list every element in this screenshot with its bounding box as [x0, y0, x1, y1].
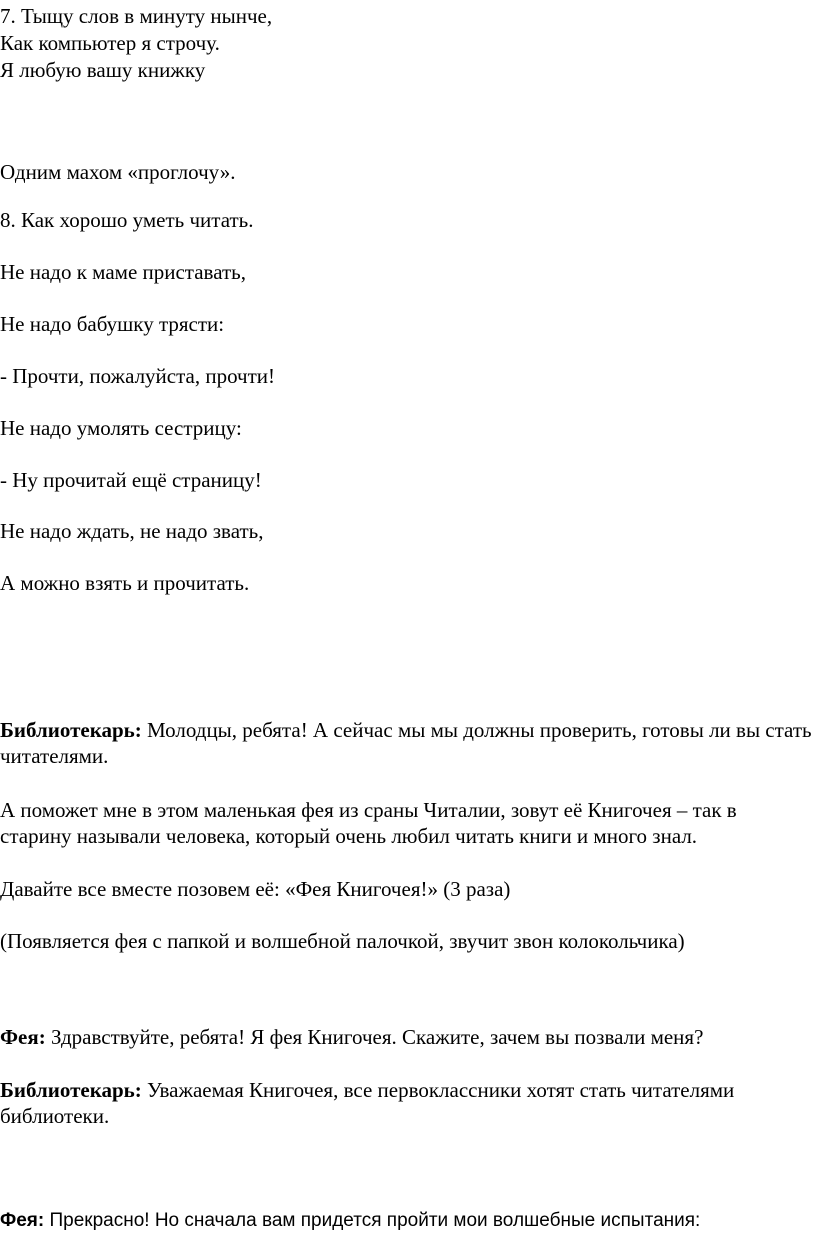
- dialogue-text: Прекрасно! Но сначала вам придется пройти мои волшебные испытания:: [44, 1210, 701, 1231]
- poem-line: 8. Как хорошо уметь читать.: [0, 208, 254, 232]
- poem-line: - Ну прочитай ещё страницу!: [0, 468, 262, 492]
- dialogue-text: Уважаемая Книгочея, все первоклассники хотят стать читателями библиотеки.: [0, 1078, 735, 1128]
- speaker-label: Фея:: [0, 1025, 46, 1049]
- stage-direction: [0, 928, 812, 954]
- dialogue-paragraph: [0, 797, 812, 849]
- dialogue-text: Давайте все вместе позовем её: «Фея Книгочея!» (3 раза): [0, 877, 511, 901]
- poem-line: Не надо умолять сестрицу:: [0, 416, 242, 440]
- poem-line: Я любую вашу книжку: [0, 58, 206, 82]
- poem-line: - Прочти, пожалуйста, прочти!: [0, 364, 276, 388]
- dialogue-text: (Появляется фея с папкой и волшебной палочкой, звучит звон колокольчика): [0, 929, 685, 953]
- poem-line: Не надо к маме приставать,: [0, 260, 246, 284]
- dialogue-paragraph: [0, 876, 812, 902]
- speaker-label: Фея:: [0, 1210, 45, 1231]
- poem-line: А можно взять и прочитать.: [0, 571, 250, 595]
- dialogue-paragraph: [0, 1077, 812, 1129]
- dialogue-text: Здравствуйте, ребята! Я фея Книгочея. Скажите, зачем вы позвали меня?: [45, 1025, 704, 1049]
- poem-line: Одним махом «проглочу».: [0, 160, 236, 184]
- dialogue-paragraph: [0, 1024, 812, 1050]
- dialogue-paragraph: [0, 717, 812, 769]
- speaker-label: Библиотекарь:: [0, 1078, 142, 1102]
- poem-line: 7. Тыщу слов в минуту нынче,: [0, 4, 273, 28]
- dialogue-text: Молодцы, ребята! А сейчас мы мы должны проверить, готовы ли вы стать читателями.: [0, 718, 812, 768]
- dialogue-text: А поможет мне в этом маленькая фея из сраны Читалии, зовут её Книгочея – так в старину называли человека, который очень любил читать книги и много знал.: [0, 798, 737, 848]
- poem-line: Не надо ждать, не надо звать,: [0, 519, 264, 543]
- dialogue-paragraph: [0, 1208, 812, 1234]
- poem-line: Как компьютер я строчу.: [0, 31, 220, 55]
- poem-line: Не надо бабушку трясти:: [0, 312, 225, 336]
- speaker-label: Библиотекарь:: [0, 718, 142, 742]
